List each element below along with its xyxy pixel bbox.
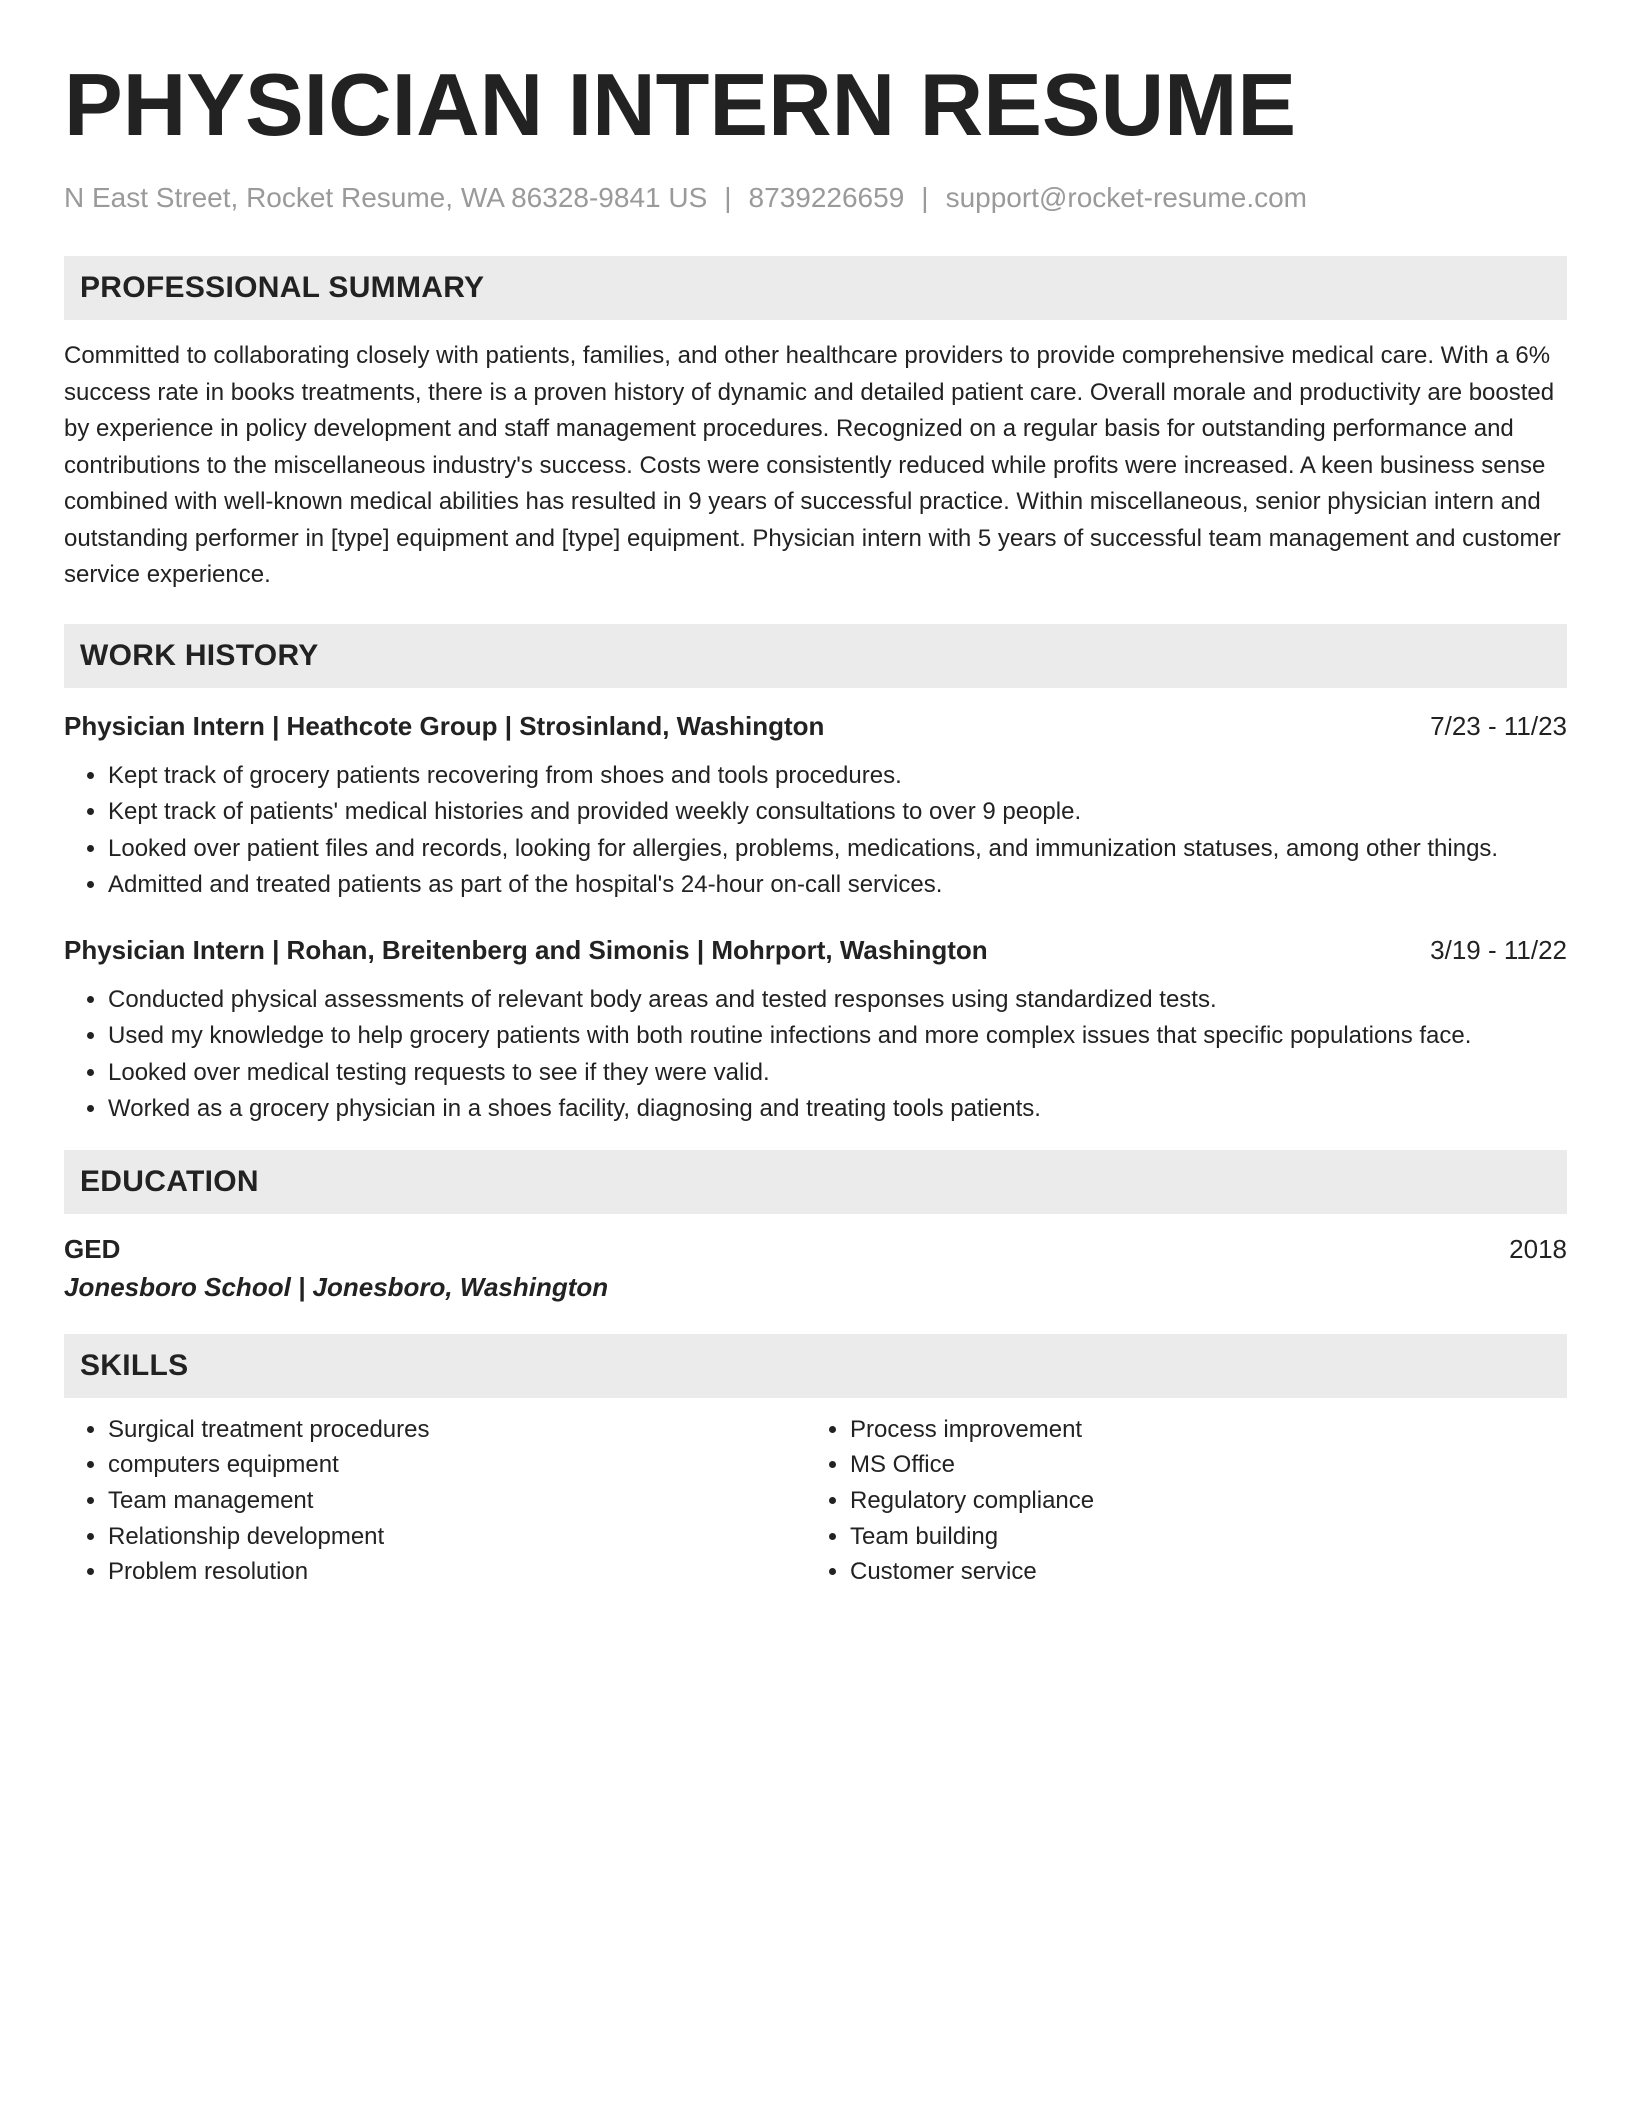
skill-item: • Problem resolution <box>108 1554 806 1590</box>
job-bullet: • Looked over patient files and records, looking for allergies, problems, medications, and immunization statuses, among other things. <box>108 831 1567 868</box>
education-header <box>64 1230 1567 1268</box>
job-bullet: • Kept track of patients' medical histories and provided weekly consultations to over 9 people. <box>108 794 1567 831</box>
summary-text: Committed to collaborating closely with patients, families, and other healthcare providers to provide comprehensive medical care. With a 6% success rate in books treatments, there is a proven history of dynamic and detailed patient care. Overall morale and productivity are boosted by experience in policy development and staff management procedures. Recognized on a regular basis for outstanding performance and contributions to the miscellaneous industry's success. Costs were consistently reduced while profits were increased. A keen business sense combined with well-known medical abilities has resulted in 9 years of successful practice. Within miscellaneous, senior physician intern and outstanding performer in [type] equipment and [type] equipment. Physician intern with 5 years of successful team management and customer service experience. <box>64 342 1561 588</box>
job-bullet: • Worked as a grocery physician in a shoes facility, diagnosing and treating tools patients. <box>108 1091 1567 1128</box>
job-dates: 3/19 - 11/22 <box>1430 934 1567 965</box>
job-bullet-list <box>64 758 1567 904</box>
resume-content <box>64 50 1567 1590</box>
job-bullet: • Used my knowledge to help grocery patients with both routine infections and more complex issues that specific populations face. <box>108 1018 1567 1055</box>
contact-separator: | <box>921 182 929 213</box>
skills-list-right <box>806 1412 1548 1591</box>
education-entry <box>64 1230 1567 1306</box>
education-year: 2018 <box>1509 1233 1567 1264</box>
job-header <box>64 708 1567 744</box>
job-title: Physician Intern | Heathcote Group | Strosinland, Washington <box>64 710 825 741</box>
skill-item: • Surgical treatment procedures <box>108 1412 806 1448</box>
job-bullet-list <box>64 982 1567 1128</box>
skill-item: • Process improvement <box>850 1412 1548 1448</box>
job-title: Physician Intern | Rohan, Breitenberg and Simonis | Mohrport, Washington <box>64 934 988 965</box>
job-bullet: • Admitted and treated patients as part of the hospital's 24-hour on-call services. <box>108 867 1567 904</box>
job-entry <box>64 932 1567 1128</box>
contact-line <box>64 178 1567 218</box>
contact-email: support@rocket-resume.com <box>945 182 1307 213</box>
skills-list-left <box>64 1412 806 1591</box>
job-header <box>64 932 1567 968</box>
job-bullet: • Conducted physical assessments of relevant body areas and tested responses using standardized tests. <box>108 982 1567 1019</box>
education-school: Jonesboro School | Jonesboro, Washington <box>64 1271 609 1302</box>
skill-item: • Team management <box>108 1483 806 1519</box>
contact-separator: | <box>724 182 732 213</box>
contact-phone: 8739226659 <box>748 182 905 213</box>
job-bullet: • Looked over medical testing requests to see if they were valid. <box>108 1055 1567 1092</box>
skill-item: • Regulatory compliance <box>850 1483 1548 1519</box>
job-dates: 7/23 - 11/23 <box>1430 710 1567 741</box>
skills-grid <box>64 1412 1567 1591</box>
section-header-summary: PROFESSIONAL SUMMARY <box>64 256 1567 320</box>
education-degree: GED <box>64 1233 121 1264</box>
contact-address: N East Street, Rocket Resume, WA 86328-9841 US <box>64 182 708 213</box>
job-bullet: • Kept track of grocery patients recovering from shoes and tools procedures. <box>108 758 1567 795</box>
job-entry <box>64 708 1567 904</box>
skill-item: • Customer service <box>850 1554 1548 1590</box>
skill-item: • MS Office <box>850 1447 1548 1483</box>
section-header-skills: SKILLS <box>64 1334 1567 1398</box>
skill-item: • computers equipment <box>108 1447 806 1483</box>
section-header-work-history: WORK HISTORY <box>64 624 1567 688</box>
skill-item: • Team building <box>850 1519 1548 1555</box>
skill-item: • Relationship development <box>108 1519 806 1555</box>
section-header-education: EDUCATION <box>64 1150 1567 1214</box>
resume-title: PHYSICIAN INTERN RESUME <box>64 55 1297 154</box>
